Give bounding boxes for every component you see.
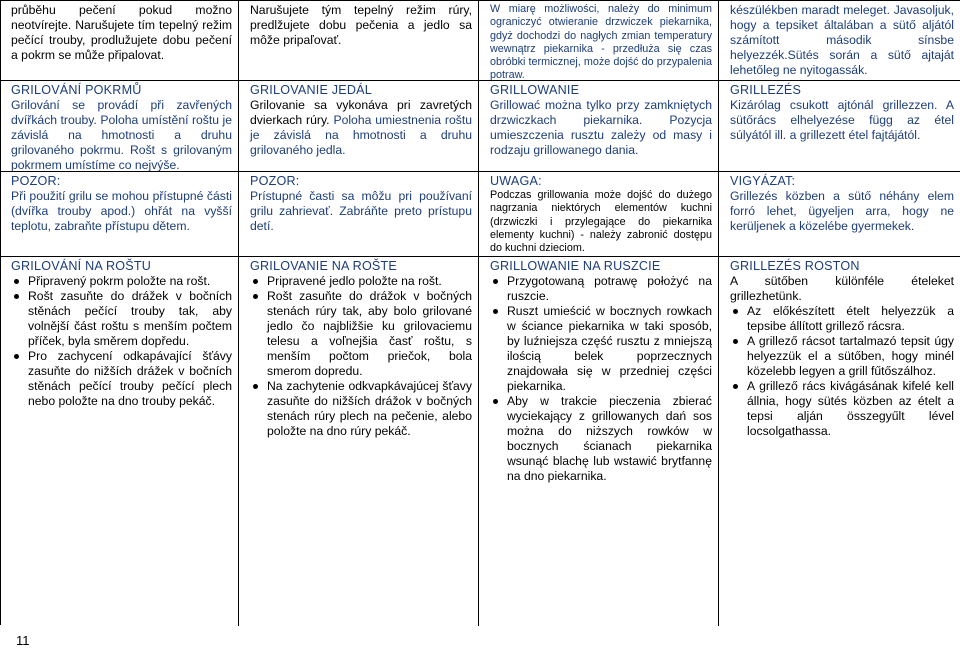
column-slovak — [239, 1, 479, 626]
list-grill-rack — [490, 274, 712, 484]
section-warning — [239, 172, 478, 257]
column-hungarian — [719, 1, 960, 626]
heading-warning: POZOR: — [250, 174, 300, 188]
list-item: A grillező rács kivágásának kifelé kell állnia, hogy sütés közben az ételt a tepsi alján összegyűlt lével locsolgathassa. — [730, 379, 954, 439]
bullet-icon — [14, 294, 19, 299]
heading-warning: UWAGA: — [490, 174, 542, 188]
bullet-icon — [733, 309, 738, 314]
list-item: Pripravené jedlo položte na rošt. — [250, 274, 472, 289]
section-grill-rack — [1, 257, 238, 626]
bullet-icon — [253, 384, 258, 389]
section-baking-tail — [719, 1, 960, 81]
section-grilling — [479, 81, 718, 172]
section-warning — [479, 172, 718, 257]
bullet-icon — [253, 294, 258, 299]
list-item: Rošt zasuňte do drážok v bočných stenách rúry tak, aby bolo grilované jedlo čo najbližšie ku grilovaciemu telesu a voľnejšia časť roštu, s menším počtom priečok, bola smerom dopredu. — [250, 289, 472, 379]
heading-grill-rack: GRILOVÁNÍ NA ROŠTU — [11, 259, 152, 273]
list-item: Na zachytenie odkvapkávajúcej šťavy zasuňte do nižších drážok v bočných stenách rúry plech na pečenie, alebo položte na dno rúry pekáč. — [250, 379, 472, 439]
list-grill-rack — [11, 274, 232, 409]
list-grill-rack — [250, 274, 472, 439]
section-grill-rack — [239, 257, 478, 626]
paragraph-grilling: Grillować można tylko przy zamkniętych drzwiczkach piekarnika. Pozycja umieszczenia rusztu zależy od masy i rodzaju grillowanego dania. — [490, 98, 712, 157]
section-baking-tail — [479, 1, 718, 81]
list-item: Az előkészített ételt helyezzük a tepsibe állított grillező rácsra. — [730, 304, 954, 334]
bullet-icon — [493, 279, 498, 284]
paragraph-warning: Podczas grillowania może dojść do dużego nagrzania niektórych elementów kuchni (drzwiczki i przylegające do piekarnika elementy kuchni) - należy zabronić dostępu do kuchni dzieciom. — [490, 189, 712, 255]
section-grill-rack — [479, 257, 718, 626]
paragraph-warning: Při použití grilu se mohou přístupné části (dvířka trouby apod.) ohřát na vyšší teplotu, zabraňte přístupu dětem. — [11, 189, 232, 233]
bullet-icon — [253, 279, 258, 284]
heading-grill-rack: GRILLEZÉS ROSTON — [730, 259, 860, 273]
paragraph-baking-tail: Narušujete tým tepelný režim rúry, predlžujete dobu pečenia a jedlo sa môže pripaľovať. — [250, 3, 472, 47]
bullet-icon — [733, 339, 738, 344]
paragraph-grill-rack-intro: A sütőben különféle ételeket grillezhetünk. — [730, 274, 954, 303]
page-number: 11 — [16, 633, 30, 648]
section-warning — [719, 172, 960, 257]
bullet-icon — [733, 384, 738, 389]
bullet-icon — [14, 354, 19, 359]
bullet-icon — [493, 399, 498, 404]
heading-grilling: GRILLEZÉS — [730, 83, 802, 97]
list-grill-rack — [730, 304, 954, 439]
bullet-icon — [14, 279, 19, 284]
bullet-icon — [493, 309, 498, 314]
list-item: Rošt zasuňte do drážek v bočních stěnách pečící trouby tak, aby volnější část roštu s menším počtem příček, byla směrem dopředu. — [11, 289, 232, 349]
section-grilling — [1, 81, 238, 172]
section-grilling — [719, 81, 960, 172]
section-baking-tail — [1, 1, 238, 81]
heading-grilling: GRILOVANIE JEDÁL — [250, 83, 372, 97]
heading-grilling: GRILLOWANIE — [490, 83, 580, 97]
list-item: Ruszt umieścić w bocznych rowkach w ściance piekarnika w taki sposób, by luźniejsza część rusztu z mniejszą ilością belek poprzecznych znajdowała się w przedniej części piekarnika. — [490, 304, 712, 394]
paragraph-baking-tail: készülékben maradt meleget. Javasoljuk, hogy a tepsiket általában a sütő aljától számított második sínsbe helyezzék.Sütés során a sütő ajtaját lehetőleg ne nyitogassák. — [730, 3, 954, 77]
list-item: A grillező rácsot tartalmazó tepsit úgy helyezzük el a sütőben, hogy minél közelebb legyen a grill fűtőszálhoz. — [730, 334, 954, 379]
column-polish — [479, 1, 719, 626]
paragraph-warning: Prístupné časti sa môžu pri používaní grilu zahrievať. Zabráňte preto prístupu detí. — [250, 189, 472, 233]
list-item: Pro zachycení odkapávající šťávy zasuňte do nižších drážek v bočních stěnách pečící trouby pečící plech nebo položte na dno trouby pekáč. — [11, 349, 232, 409]
heading-warning: VIGYÁZAT: — [730, 174, 796, 188]
section-warning — [1, 172, 238, 257]
section-baking-tail — [239, 1, 478, 81]
heading-grill-rack: GRILOVANIE NA ROŠTE — [250, 259, 398, 273]
section-grill-rack — [719, 257, 960, 626]
section-grilling — [239, 81, 478, 172]
paragraph-grilling: Grilování se provádí při zavřených dvířkách trouby. Poloha umístění roštu je závislá na hmotnosti a druhu grilovaného pokrmu. Rošt s grilovaným pokrmem umístíme co nejvýše. — [11, 98, 232, 172]
heading-grill-rack: GRILLOWANIE NA RUSZCIE — [490, 259, 661, 273]
heading-grilling: GRILOVÁNÍ POKRMŮ — [11, 83, 142, 97]
list-item: Przygotowaną potrawę położyć na ruszcie. — [490, 274, 712, 304]
paragraph-grilling: Kizárólag csukott ajtónál grillezzen. A sütőrács elhelyezése függ az étel súlyától ill. a grillezett étel fajtájától. — [730, 98, 955, 142]
list-item: Aby w trakcie pieczenia zbierać wyciekający z grillowanych dań sos można do niższych rowków w bocznych ścianach piekarnika wsunąć blachę lub wstawić brytfannę na dno piekarnika. — [490, 394, 712, 484]
list-item: Připravený pokrm položte na rošt. — [11, 274, 232, 289]
heading-warning: POZOR: — [11, 174, 61, 188]
paragraph-grilling: Grilovanie sa vykonáva pri zavretých dvierkach rúry. Poloha umiestnenia roštu je závislá na hmotnosti a druhu grilovaného jedla. — [250, 98, 472, 157]
paragraph-baking-tail: W miarę możliwości, należy do minimum ograniczyć otwieranie drzwiczek piekarnika, gdyż dochodzi do nagłych zmian temperatury wewnątrz piekarnika - przedłuża się czas obróbki termicznej, może dojść do przypalenia potraw. — [490, 3, 712, 81]
column-czech — [1, 1, 239, 626]
paragraph-baking-tail: průběhu pečení pokud možno neotvírejte. Narušujete tím tepelný režim pečící trouby, prodlužujete dobu pečení a pokrm se může připalovat. — [11, 3, 232, 62]
paragraph-warning: Grillezés közben a sütő néhány elem forró lehet, ügyeljen arra, hogy ne kerüljenek a közelébe gyermekek. — [730, 189, 954, 233]
